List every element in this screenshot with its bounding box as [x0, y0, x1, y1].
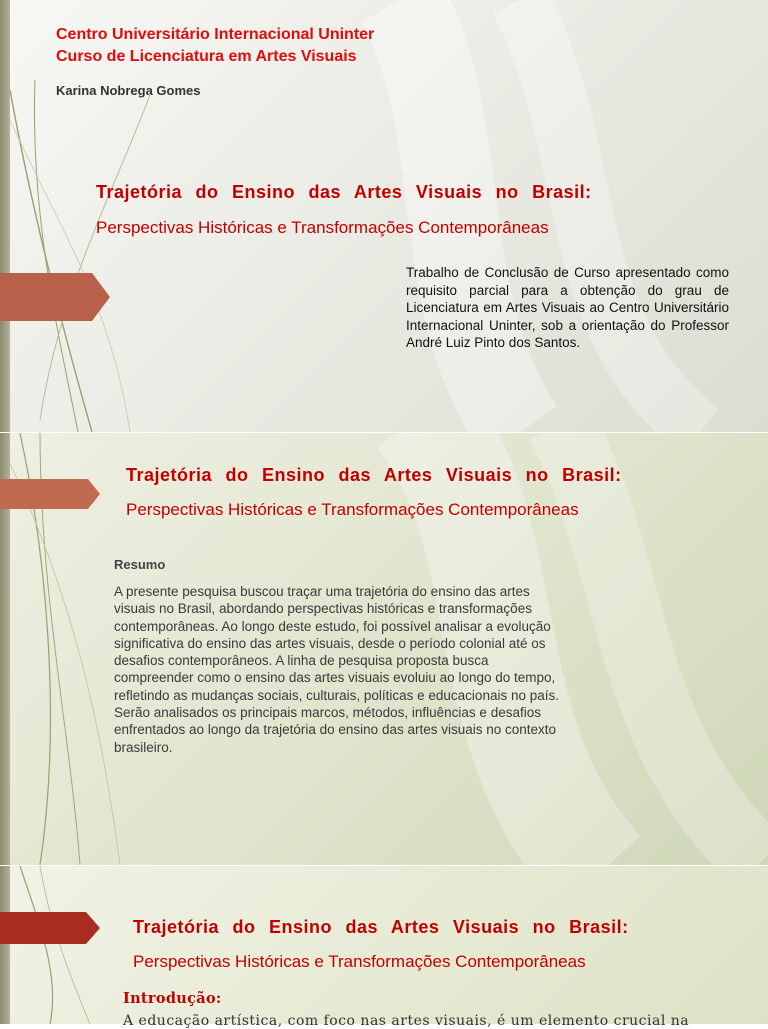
slide-title — [0, 0, 768, 432]
slide-introduction — [0, 866, 768, 1024]
abstract-heading-text: Resumo — [114, 557, 166, 572]
slide-title-text: Trajetória do Ensino das Artes Visuais no Brasil: — [96, 182, 592, 202]
slide-arrow-marker — [0, 912, 100, 944]
introduction-heading: Introdução: — [123, 990, 222, 1007]
slide-title-text: Trajetória do Ensino das Artes Visuais no Brasil: — [133, 917, 629, 937]
thesis-description: Trabalho de Conclusão de Curso apresentado como requisito parcial para a obtenção do grau de Licenciatura em Artes Visuais ao Centro Universitário Internacional Uninter, sob a orientação do Professor André Luiz Pinto dos Santos. — [406, 265, 729, 350]
institution-name: Centro Universitário Internacional Uninter — [56, 26, 375, 43]
author-name: Karina Nobrega Gomes — [56, 83, 201, 98]
slide-left-bar — [0, 866, 10, 1024]
slide-title-text: Trajetória do Ensino das Artes Visuais no Brasil: — [126, 465, 622, 485]
institution-heading — [56, 24, 374, 68]
slide-left-bar — [0, 0, 10, 432]
abstract-body — [114, 583, 564, 756]
slide-arrow-marker — [0, 273, 110, 321]
slide-subtitle-text: Perspectivas Históricas e Transformações Contemporâneas — [133, 952, 586, 971]
abstract-text: A presente pesquisa buscou traçar uma trajetória do ensino das artes visuais no Brasil, abordando perspectivas históricas e transformações contemporâneas. Ao longo deste estudo, foi possível analisar a evolução significativa do ensino das artes visuais, desde o período colonial até os desafios contemporâneos. A linha de pesquisa proposta busca compreender como o ensino das artes visuais evoluiu ao longo do tempo, refletindo as mudanças sociais, culturais, políticas e educacionais no país. Serão analisados os principais marcos, métodos, influências e desafios enfrentados ao longo da trajetória do ensino das artes visuais no contexto brasileiro. — [114, 584, 559, 755]
decorative-curves — [0, 866, 768, 1024]
slide-subtitle-text: Perspectivas Históricas e Transformações Contemporâneas — [96, 218, 549, 237]
introduction-text: A educação artística, com foco nas artes visuais, é um elemento crucial na — [123, 1013, 690, 1029]
course-name: Curso de Licenciatura em Artes Visuais — [56, 48, 357, 65]
slide-arrow-marker — [0, 479, 100, 509]
abstract-heading — [114, 557, 165, 572]
slide-subtitle-text: Perspectivas Históricas e Transformações Contemporâneas — [126, 500, 579, 519]
